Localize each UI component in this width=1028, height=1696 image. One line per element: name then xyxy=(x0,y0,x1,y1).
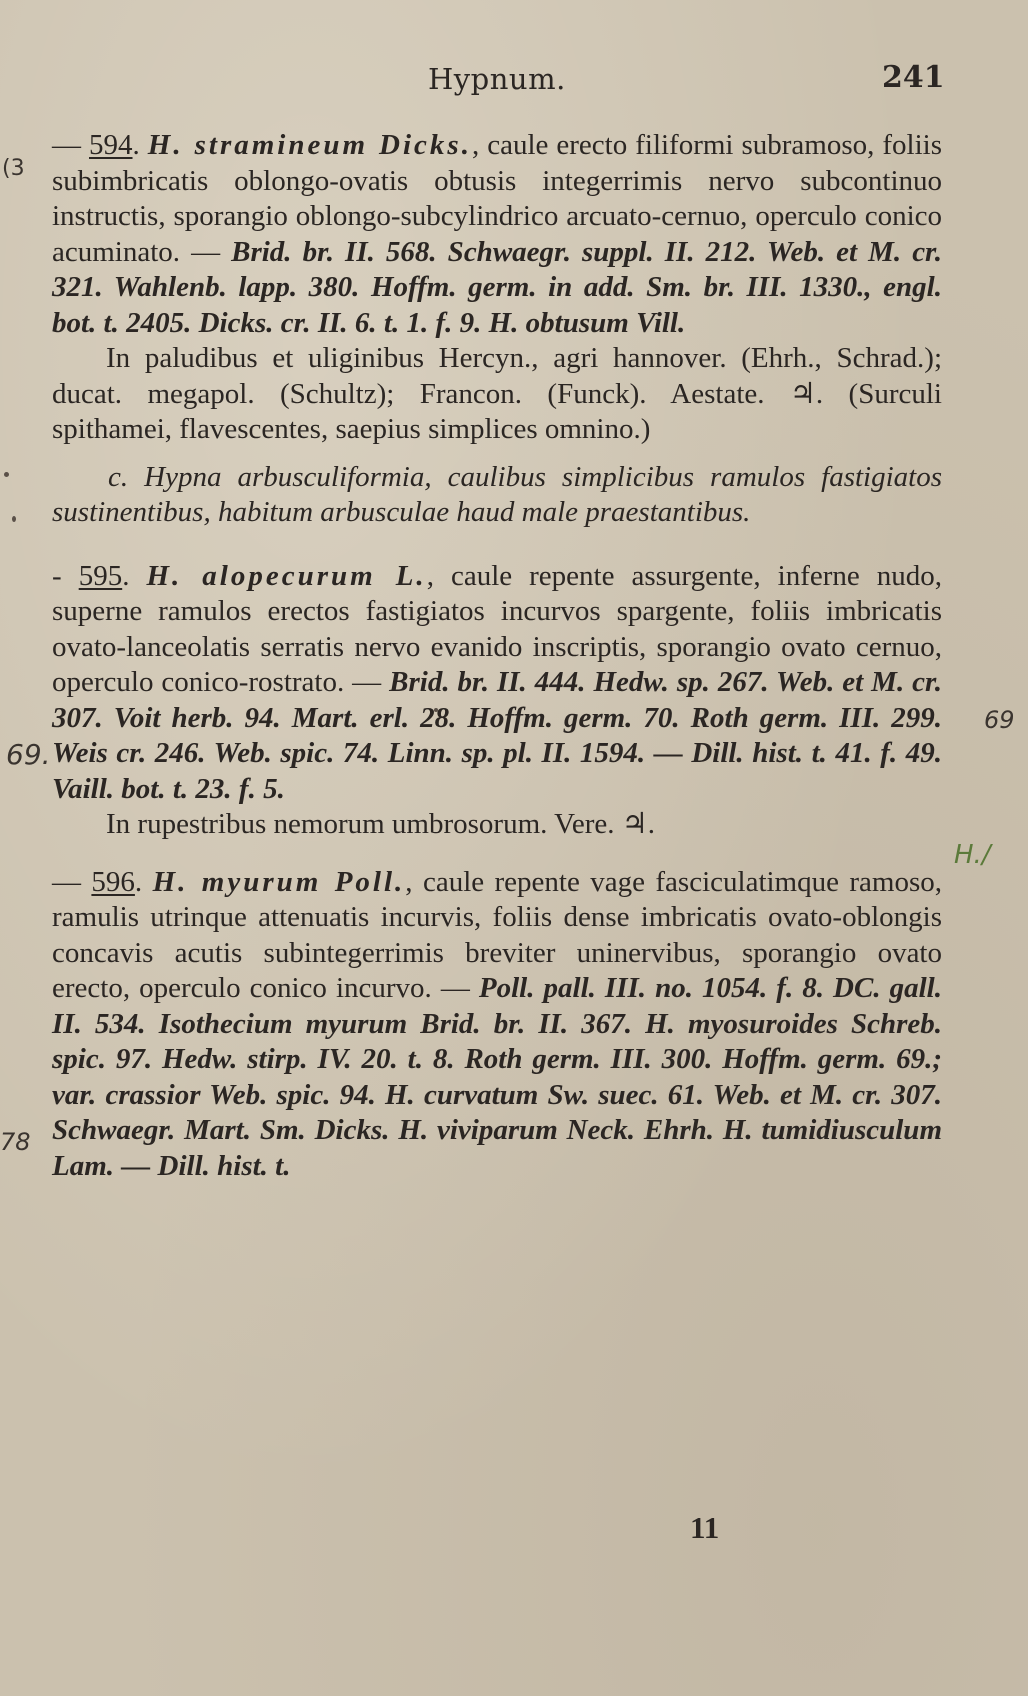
body-text xyxy=(52,128,942,1184)
entry-594-description: , caule erecto filiformi subramoso, foliis subimbricatis oblongo-ovatis obtusis integerrimis nervo subcontinuo instructis, sporangio oblongo-subcylindrico arcuato-cernuo, operculo conico acuminato. — xyxy=(52,129,943,268)
entry-596-lead: — xyxy=(52,865,92,898)
entry-595-habitat: In rupestribus nemorum umbrosorum. Vere. ♃. xyxy=(106,808,655,840)
entry-596-number: 596 xyxy=(91,865,135,898)
entry-594-lead: — xyxy=(52,129,90,161)
entry-596-name: H. myurum Poll. xyxy=(152,865,406,898)
entry-595-references: Brid. br. II. 444. Hedw. sp. 267. Web. et M. cr. 307. Voit herb. 94. Mart. erl. 28. Hoffm. germ. 70. Roth germ. III. 299. Weis cr. 246. Web. spic. 74. Linn. sp. pl. II. 1594. — Dill. hist. t. 41. f. 49. Vaill. bot. t. 23. f. 5. xyxy=(52,666,942,805)
entry-595-description: , caule repente assurgente, inferne nudo, superne ramulos erectos fastigiatos incurvos spargente, foliis imbricatis ovato-lanceolatis serratis nervo evanido inscriptis, sporangio ovato cernuo, operculo conico-rostrato. — xyxy=(52,559,943,698)
margin-note-3: 69 xyxy=(984,706,1015,734)
entry-594-habitat: In paludibus et uliginibus Hercyn., agri hannover. (Ehrh., Schrad.); ducat. megapol. (Schultz); Francon. (Funck). Aestate. ♃. (Surculi spithamei, flavescentes, saepius simplices omnino.) xyxy=(52,342,942,445)
entry-596-references: Poll. pall. III. no. 1054. f. 8. DC. gall. II. 534. Isothecium myurum Brid. br. II. 367. H. myosuroides Schreb. spic. 97. Hedw. stirp. IV. 20. t. 8. Roth germ. III. 300. Hoffm. germ. 69.; var. crassior Web. spic. 94. H. curvatum Sw. suec. 61. Web. et M. cr. 307. Schwaegr. Mart. Sm. Dicks. H. viviparum Neck. Ehrh. H. tumidiusculum Lam. — Dill. hist. t. xyxy=(52,972,942,1182)
margin-note-1: (3 xyxy=(2,156,25,181)
ink-speck xyxy=(12,516,16,522)
entry-594-after-number: . xyxy=(132,129,148,161)
entry-595-number: 595 xyxy=(78,559,123,592)
ink-speck xyxy=(4,472,9,477)
entry-595-after-number: . xyxy=(122,559,147,592)
page-header-title: Hypnum. xyxy=(428,62,566,96)
margin-note-5: 78 xyxy=(0,1128,31,1156)
margin-note-4: H./ xyxy=(954,840,991,870)
entry-595 xyxy=(52,559,942,808)
entry-594 xyxy=(52,128,942,341)
spacer xyxy=(52,537,942,559)
entry-594-name: H. stramineum Dicks. xyxy=(147,129,472,161)
entry-596 xyxy=(52,865,942,1185)
entry-594-number: 594 xyxy=(89,129,133,161)
margin-note-2: 69. xyxy=(6,738,51,771)
section-heading: c. Hypna arbusculiformia, caulibus simplicibus ramulos fastigiatos sustinentibus, habitum arbusculae haud male praestantibus. xyxy=(52,460,942,528)
entry-596-description: , caule repente vage fasciculatimque ramoso, ramulis utrinque attenuatis incurvis, foliis dense imbricatis ovato-oblongis concavis acutis subintegerrimis breviter uninervibus, sporangio ovato erecto, operculo conico incurvo. — xyxy=(52,865,943,1004)
entry-595-lead: - xyxy=(52,559,79,592)
entry-596-after-number: . xyxy=(134,865,153,898)
entry-594-references: Brid. br. II. 568. Schwaegr. suppl. II. 212. Web. et M. cr. 321. Wahlenb. lapp. 380. Hoffm. germ. in add. Sm. br. III. 1330., engl. bot. t. 2405. Dicks. cr. II. 6. t. 1. f. 9. H. obtusum Vill. xyxy=(52,235,942,339)
spacer xyxy=(52,448,942,454)
signature-mark: 11 xyxy=(690,1510,720,1545)
running-head xyxy=(0,62,1028,108)
spacer xyxy=(52,843,942,865)
page-number: 241 xyxy=(882,60,945,95)
entry-595-name: H. alopecurum L. xyxy=(146,559,427,592)
